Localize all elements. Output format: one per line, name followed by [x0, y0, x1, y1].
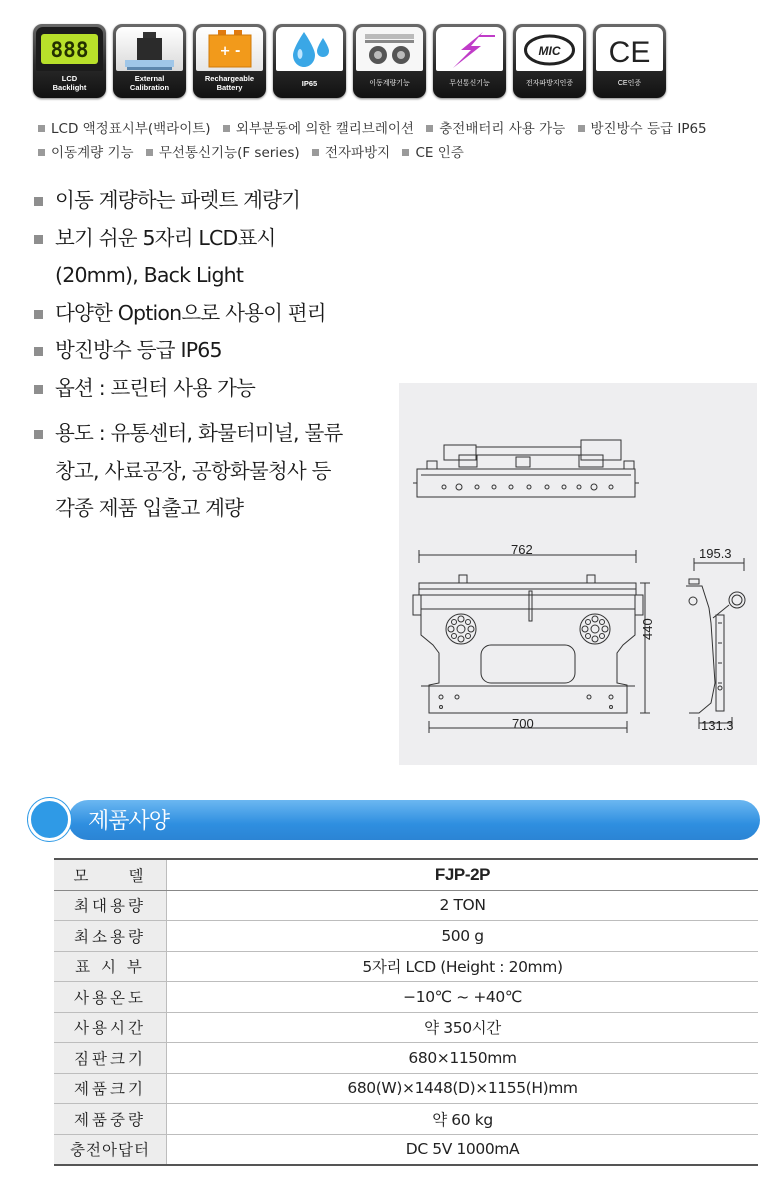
legend-item: 전자파방지: [312, 145, 390, 161]
spec-header-bar: [68, 800, 760, 840]
spec-value: FJP-2P: [167, 859, 759, 890]
legend-item: LCD 액정표시부(백라이트): [38, 121, 211, 137]
rechargeable-battery-icon: [193, 24, 266, 98]
svg-text:CE: CE: [608, 36, 651, 69]
ip65-icon: [273, 24, 346, 98]
lcd-backlight-icon: [33, 24, 106, 98]
dimension-side-bottom-label: 131.3: [701, 718, 734, 733]
side-view: [686, 558, 745, 729]
legend-item: 방진방수 등급 IP65: [578, 121, 707, 137]
spec-table: [54, 858, 758, 1166]
bullet-square-icon: [578, 125, 585, 132]
table-row: [54, 1073, 758, 1104]
feature-item: 보기 쉬운 5자리 LCD표시: [33, 220, 393, 258]
bullet-square-icon: [34, 385, 43, 394]
legend-item: 이동계량 기능: [38, 145, 134, 161]
spec-label: 사용시간: [54, 1012, 167, 1043]
legend-item: 충전배터리 사용 가능: [426, 121, 565, 137]
bullet-square-icon: [146, 149, 153, 156]
table-row: [54, 1134, 758, 1165]
legend-item: CE 인증: [402, 145, 463, 161]
spec-value: 5자리 LCD (Height : 20mm): [167, 951, 759, 982]
spec-label: 최대용량: [54, 890, 167, 921]
lcd-backlight-caption: LCD Backlight: [52, 74, 87, 92]
spec-label: 모 델: [54, 859, 167, 890]
bullet-square-icon: [223, 125, 230, 132]
feature-item: 용도 : 유통센터, 화물터미널, 물류: [33, 415, 393, 453]
svg-text:888: 888: [50, 38, 89, 62]
external-calibration-icon: [113, 24, 186, 98]
bullet-square-icon: [34, 430, 43, 439]
table-row: [54, 1012, 758, 1043]
bullet-square-icon: [38, 149, 45, 156]
wheels-graphic: [353, 24, 426, 74]
lightning-graphic: [433, 24, 506, 74]
icon-legend: [38, 117, 758, 165]
bullet-square-icon: [34, 347, 43, 356]
table-row: [54, 921, 758, 952]
weight-graphic: [113, 24, 186, 74]
bullet-square-icon: [426, 125, 433, 132]
feature-item: 다양한 Option으로 사용이 편리: [33, 295, 393, 333]
legend-row-2: [38, 141, 758, 165]
ip65-caption: IP65: [301, 78, 318, 88]
feature-item-continued: 각종 제품 입출고 계량: [55, 496, 244, 520]
feature-list: [33, 182, 393, 528]
table-row: [54, 1043, 758, 1074]
spec-value: 680×1150mm: [167, 1043, 759, 1074]
svg-text:+ -: + -: [219, 44, 241, 59]
mobile-weighing-caption: 이동계량기능: [369, 79, 410, 87]
feature-item: 옵션 : 프린터 사용 가능: [33, 370, 393, 408]
ce-icon: [593, 24, 666, 98]
mic-logo-graphic: [513, 24, 586, 74]
dimension-base-label: 700: [512, 716, 534, 731]
spec-label: 최소용량: [54, 921, 167, 952]
dimension-height-label: 440: [640, 618, 655, 640]
table-row: [54, 890, 758, 921]
feature-icon-strip: [33, 24, 673, 100]
table-row: [54, 859, 758, 890]
spec-value: 2 TON: [167, 890, 759, 921]
wireless-icon: [433, 24, 506, 98]
ce-caption: CE인증: [617, 79, 642, 87]
rechargeable-battery-caption: Rechargeable Battery: [204, 74, 255, 92]
top-view: [413, 440, 639, 497]
ce-mark-graphic: [593, 24, 666, 74]
table-row: [54, 982, 758, 1013]
dimension-drawing-graphic: [399, 383, 757, 765]
feature-item: 방진방수 등급 IP65: [33, 332, 393, 370]
feature-item: 이동 계량하는 파렛트 계량기: [33, 182, 393, 220]
feature-item-continued: 창고, 사료공장, 공항화물청사 등: [55, 458, 331, 483]
bullet-square-icon: [402, 149, 409, 156]
spec-header-circle-icon: [28, 798, 71, 841]
spec-value: 500 g: [167, 921, 759, 952]
dimension-width-label: 762: [511, 542, 533, 557]
external-calibration-caption: External Calibration: [129, 74, 170, 92]
spec-label: 짐판크기: [54, 1043, 167, 1074]
feature-item-continued: (20mm), Back Light: [55, 263, 244, 287]
water-drops-graphic: [273, 24, 346, 74]
bullet-square-icon: [34, 235, 43, 244]
front-view: [413, 550, 650, 733]
spec-value: −10℃ ~ +40℃: [167, 982, 759, 1013]
spec-section-header: [28, 798, 760, 841]
spec-label: 제품중량: [54, 1104, 167, 1135]
lcd-display-graphic: [33, 24, 106, 74]
table-row: [54, 951, 758, 982]
bullet-square-icon: [34, 310, 43, 319]
spec-value: 680(W)×1448(D)×1155(H)mm: [167, 1073, 759, 1104]
legend-item: 무선통신기능(F series): [146, 145, 300, 161]
svg-text:MIC: MIC: [538, 44, 561, 58]
spec-value: 약 350시간: [167, 1012, 759, 1043]
table-row: [54, 1104, 758, 1135]
legend-row-1: [38, 117, 758, 141]
mobile-weighing-icon: [353, 24, 426, 98]
spec-section-title: 제품사양: [88, 809, 170, 834]
bullet-square-icon: [38, 125, 45, 132]
spec-label: 제품크기: [54, 1073, 167, 1104]
legend-item: 외부분동에 의한 캘리브레이션: [223, 121, 414, 137]
bullet-square-icon: [312, 149, 319, 156]
spec-value: 약 60 kg: [167, 1104, 759, 1135]
mic-icon: [513, 24, 586, 98]
mic-caption: 전자파방지인증: [525, 79, 574, 87]
bullet-square-icon: [34, 197, 43, 206]
spec-label: 사용온도: [54, 982, 167, 1013]
technical-drawing: [399, 383, 757, 765]
spec-label: 충전아답터: [54, 1134, 167, 1165]
spec-value: DC 5V 1000mA: [167, 1134, 759, 1165]
battery-graphic: [193, 24, 266, 74]
spec-label: 표 시 부: [54, 951, 167, 982]
wireless-caption: 무선통신기능: [449, 79, 490, 87]
dimension-side-top-label: 195.3: [699, 546, 732, 561]
